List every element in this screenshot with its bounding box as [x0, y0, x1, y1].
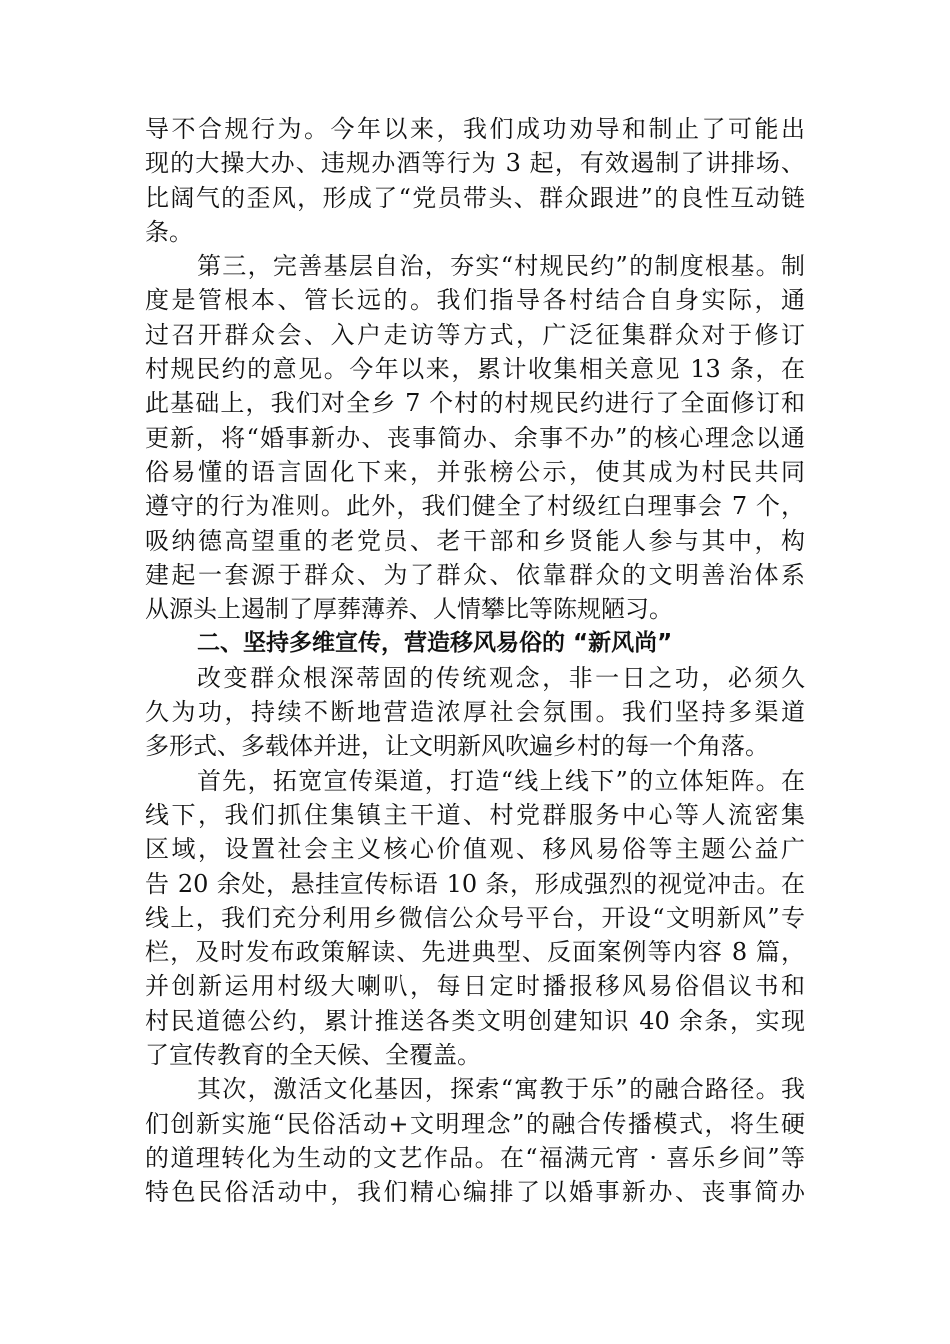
section-heading: [145, 626, 805, 660]
text-line: 们创新实施“民俗活动+文明理念”的融合传播模式，将生硬: [145, 1109, 805, 1138]
text-line: 久为功，持续不断地营造浓厚社会氛围。我们坚持多渠道: [145, 698, 805, 727]
text-line: 遵守的行为准则。此外，我们健全了村级红白理事会 7 个，: [145, 492, 805, 521]
heading-line: 二、坚持多维宣传，营造移风易俗的 “新风尚”: [197, 630, 673, 657]
paragraph: [145, 661, 805, 764]
text-line: 从源头上遏制了厚葬薄养、人情攀比等陈规陋习。: [145, 595, 673, 624]
text-line: 首先，拓宽宣传渠道，打造“线上线下”的立体矩阵。在: [197, 766, 805, 795]
text-line: 区域，设置社会主义核心价值观、移风易俗等主题公益广: [145, 835, 805, 864]
paragraph: [145, 249, 805, 626]
text-line: 此基础上，我们对全乡 7 个村的村规民约进行了全面修订和: [145, 389, 805, 418]
text-line: 并创新运用村级大喇叭，每日定时播报移风易俗倡议书和: [145, 972, 805, 1001]
text-line: 改变群众根深蒂固的传统观念，非一日之功，必须久: [197, 663, 805, 692]
paragraph: [145, 764, 805, 1073]
text-line: 度是管根本、管长远的。我们指导各村结合自身实际，通: [145, 286, 805, 315]
document-page: [145, 112, 805, 1210]
text-line: 建起一套源于群众、为了群众、依靠群众的文明善治体系: [145, 560, 805, 589]
text-line: 栏，及时发布政策解读、先进典型、反面案例等内容 8 篇，: [145, 938, 805, 967]
text-line: 多形式、多载体并进，让文明新风吹遍乡村的每一个角落。: [145, 732, 769, 761]
text-line: 第三，完善基层自治，夯实“村规民约”的制度根基。制: [197, 252, 805, 281]
text-line: 俗易懂的语言固化下来，并张榜公示，使其成为村民共同: [145, 457, 805, 486]
text-line: 线下，我们抓住集镇主干道、村党群服务中心等人流密集: [145, 800, 805, 829]
text-line: 告 20 余处，悬挂宣传标语 10 条，形成强烈的视觉冲击。在: [145, 869, 805, 898]
text-line: 村规民约的意见。今年以来，累计收集相关意见 13 条，在: [145, 355, 805, 384]
text-line: 了宣传教育的全天候、全覆盖。: [145, 1041, 481, 1070]
paragraph: [145, 112, 805, 249]
text-line: 特色民俗活动中，我们精心编排了以婚事新办、丧事简办: [145, 1178, 805, 1207]
text-line: 条。: [145, 217, 193, 246]
text-line: 其次，激活文化基因，探索“寓教于乐”的融合路径。我: [197, 1075, 805, 1104]
paragraph: [145, 1072, 805, 1209]
text-line: 更新，将“婚事新办、丧事简办、余事不办”的核心理念以通: [145, 423, 805, 452]
text-line: 比阔气的歪风，形成了“党员带头、群众跟进”的良性互动链: [145, 183, 805, 212]
text-line: 线上，我们充分利用乡微信公众号平台，开设“文明新风”专: [145, 903, 805, 932]
text-line: 现的大操大办、违规办酒等行为 3 起，有效遏制了讲排场、: [145, 149, 805, 178]
text-line: 的道理转化为生动的文艺作品。在“福满元宵 · 喜乐乡间”等: [145, 1143, 805, 1172]
text-line: 导不合规行为。今年以来，我们成功劝导和制止了可能出: [145, 115, 805, 143]
text-line: 过召开群众会、入户走访等方式，广泛征集群众对于修订: [145, 320, 805, 349]
text-line: 吸纳德高望重的老党员、老干部和乡贤能人参与其中，构: [145, 526, 805, 555]
text-line: 村民道德公约，累计推送各类文明创建知识 40 余条，实现: [145, 1006, 805, 1035]
